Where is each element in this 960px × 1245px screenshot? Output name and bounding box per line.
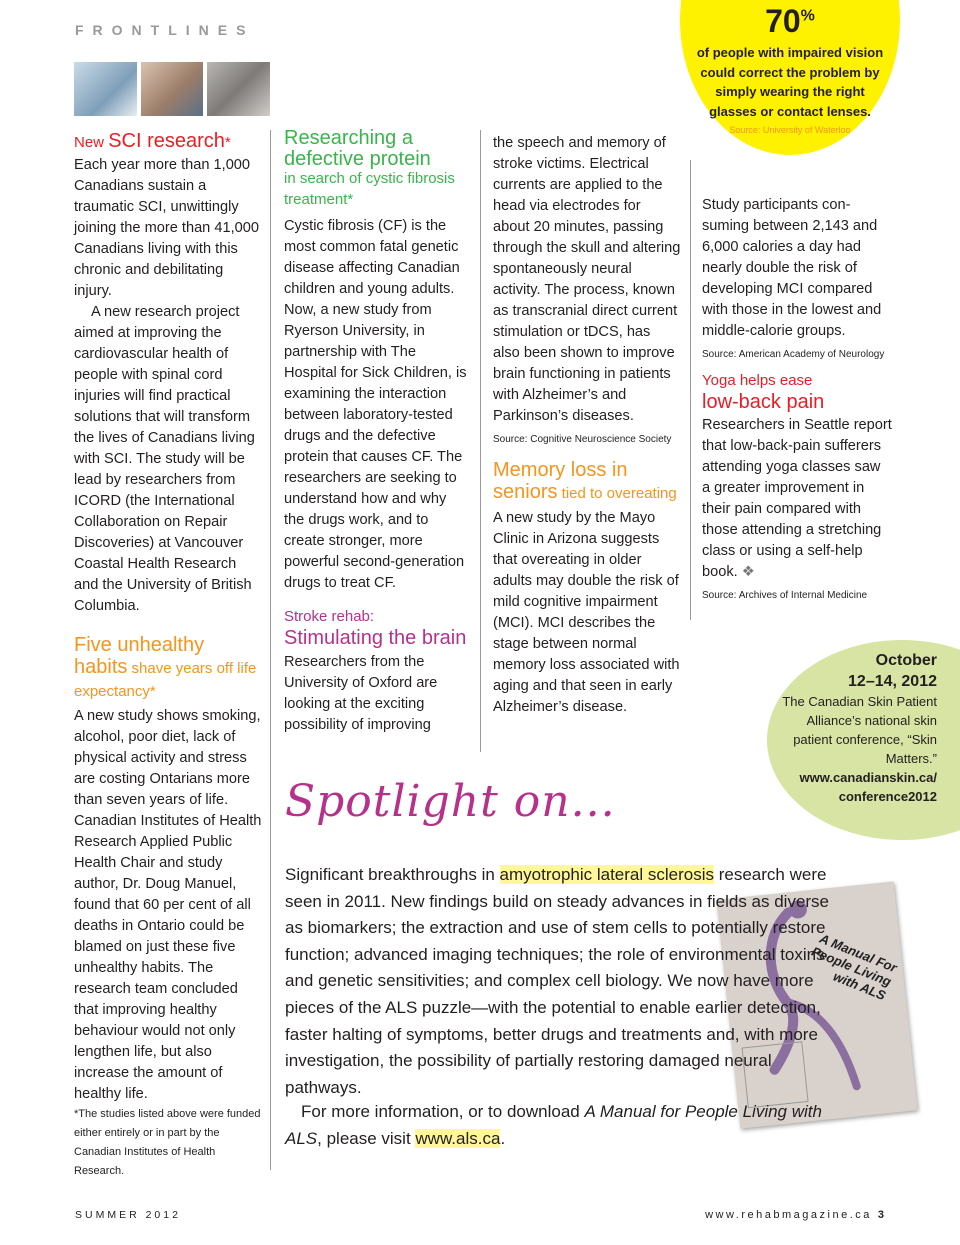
yoga-kicker: Yoga helps ease xyxy=(702,372,813,389)
source-aan: Source: American Academy of Neurology xyxy=(702,349,885,360)
cf-heading: Researching a defective protein xyxy=(284,127,431,170)
site-url[interactable]: www.rehabmagazine.ca xyxy=(705,1209,872,1221)
highlighted-term: amyotrophic lateral sclerosis xyxy=(499,865,714,884)
sci-para-2: A new research project aimed at improving the cardiovascular health of people with spinal cord injuries will find practical solutions that will transform the lives of Canadians living with SCI. The study will be lead by researchers from ICORD (the International Collaboration on Repair Discoveries) at Vancouver Coastal Health Research and the University of British Columbia. xyxy=(74,304,255,614)
habits-para: A new study shows smoking, alcohol, poor diet, lack of physical activity and stress are costing Ontarians more than seven years of life. Canadian Institutes of Health Research Applied Public Health Chair and study author, Dr. Doug Manuel, found that 60 per cent of all deaths in Ontario could be blamed on just these five unhealthy habits. The research team concluded that improving healthy behaviour would not only lengthen life, but also increase the amount of healthy life. xyxy=(74,707,262,1102)
column-4 xyxy=(702,195,892,603)
sci-heading: New SCI research* xyxy=(74,130,231,152)
cf-subheading: in search of cystic fibrosis treatment* xyxy=(284,170,455,208)
column-divider xyxy=(270,130,271,1170)
memory-para: A new study by the Mayo Clinic in Arizona suggests that overeating in older adults may double the risk of mild cognitive impairment (MCI). MCI describes the stage between normal memory loss associated with aging and that seen in early Alzheimer’s disease. xyxy=(493,510,680,715)
spotlight-title: Spotlight on... xyxy=(285,776,616,827)
als-link[interactable]: www.als.ca xyxy=(415,1128,501,1148)
sci-para-1: Each year more than 1,000 Canadians sustain a traumatic SCI, unwittingly joining the more than 41,000 Canadians living with this chronic and debilitating injury. xyxy=(74,157,259,299)
event-link[interactable]: www.canadianskin.ca/ conference2012 xyxy=(799,770,937,804)
stroke-kicker: Stroke rehab: xyxy=(284,608,375,625)
column-divider xyxy=(690,160,691,620)
wheelchair-photo xyxy=(207,62,270,116)
spotlight-para-1: Significant breakthroughs in amyotrophic lateral sclerosis research were seen in 2011. New findings build on steady advances in fields as diverse as biomarkers; the extraction and use of stem cells to potentially restore function; advanced imaging techniques; the role of environmental toxins and genetic sensitivities; and complex cell biology. We now have more pieces of the ALS puzzle—with the potential to enable earlier detection, faster halting of symptoms, better drugs and treatments and, with more investigation, the possibility of partially restoring damaged neural pathways. xyxy=(285,865,830,1097)
thumbnail-strip xyxy=(74,62,270,116)
column-1 xyxy=(74,128,262,1181)
habits-heading: Five unhealthy habits shave years off life expectancy* xyxy=(74,634,257,700)
lab-photo xyxy=(74,62,137,116)
footnote: *The studies listed above were funded either entirely or in part by the Canadian Institutes of Health Research. xyxy=(74,1107,261,1177)
stroke-para-cont: the speech and memory of stroke victims. Electrical currents are applied to the head via electrodes for about 20 minutes, passing through the skull and altering spontaneously neural activity. The process, known as transcranial direct current stimulation or tDCS, has also been shown to improve brain functioning in patients with Alzheimer’s and Parkinson’s diseases. xyxy=(493,135,681,424)
footer-right xyxy=(705,1209,884,1221)
stroke-heading: Stimulating the brain xyxy=(284,626,467,649)
stroke-para: Researchers from the University of Oxford are looking at the exciting possibility of improving xyxy=(284,654,438,733)
end-mark-icon: ❖ xyxy=(741,564,755,580)
yoga-heading: low-back pain xyxy=(702,390,825,413)
spotlight-body xyxy=(285,862,845,1153)
yoga-para: Researchers in Seattle report that low-back-pain sufferers attending yoga classes saw a greater improvement in their pain compared with those attending a stretching class or using a self-help book. ❖ xyxy=(702,417,892,580)
page-number: 3 xyxy=(877,1209,884,1221)
book-title: A Manual For People Living with ALS xyxy=(809,930,900,1004)
vision-source: Source: University of Waterloo xyxy=(729,125,851,135)
memory-heading: Memory loss in seniors tied to overeating xyxy=(493,459,677,503)
vision-callout xyxy=(680,0,900,155)
vision-text: of people with impaired vision could correct the problem by simply wearing the right glasses or contact lenses. xyxy=(696,45,884,119)
spotlight-para-2: For more information, or to download A Manual for People Living with ALS, please visit www.als.ca. xyxy=(285,1102,822,1148)
section-label: FRONTLINES xyxy=(75,22,255,38)
column-divider xyxy=(480,130,481,752)
physio-photo xyxy=(141,62,204,116)
source-aim: Source: Archives of Internal Medicine xyxy=(702,590,868,601)
vision-percent: 70 xyxy=(765,3,801,39)
cf-para: Cystic fibrosis (CF) is the most common fatal genetic disease affecting Canadian children and young adults. Now, a new study from Ryerson University, in partnership with The Hospital for Sick Children, is examining the interaction between laboratory-tested drugs and the defective protein that causes CF. The researchers are seeking to understand how and why the drugs work, and to create stronger, more powerful second-generation drugs to treat CF. xyxy=(284,218,467,591)
source-cns: Source: Cognitive Neuroscience Society xyxy=(493,434,672,445)
issue-label: SUMMER 2012 xyxy=(75,1209,181,1221)
column-3 xyxy=(493,133,681,718)
event-callout xyxy=(767,640,960,840)
memory-para-cont: Study participants consuming between 2,143 and 6,000 calories a day had nearly double the risk of developing MCI compared with those in the lowest and middle-calorie groups. xyxy=(702,197,882,339)
event-text: The Canadian Skin Patient Alliance’s national skin patient conference, “Skin Matters.” xyxy=(782,694,937,766)
column-2 xyxy=(284,128,470,736)
event-date-1: October xyxy=(875,652,937,669)
vision-percent-sign: % xyxy=(800,7,815,25)
event-date-2: 12–14, 2012 xyxy=(848,673,937,690)
